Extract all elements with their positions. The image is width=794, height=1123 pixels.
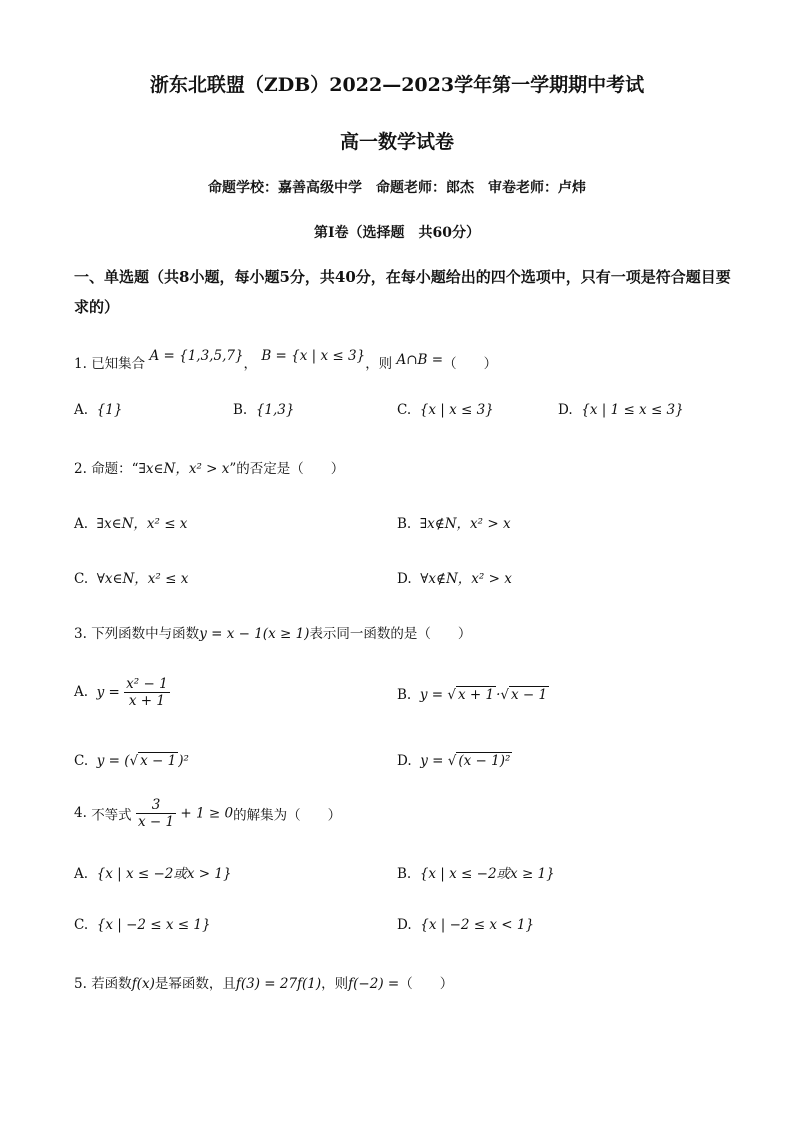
radicand: x + 1 [457,687,495,703]
question-number: 4. [74,805,87,821]
math-function: y = x − 1(x ≥ 1) [199,626,310,642]
option-label: B. [397,866,412,882]
math-set-b: B = {x | x ≤ 3} [261,348,366,364]
author-info: 命题学校：嘉善高级中学 命题老师：郎杰 审卷老师：卢炜 [208,180,586,196]
stem-text: 命题：“ [91,461,139,477]
denominator: x − 1 [137,814,175,830]
stem-text: 是幂函数，且 [154,976,236,992]
sqrt-symbol: √ [447,753,457,769]
option-label: D. [397,571,412,587]
dot-operator: · [496,687,501,703]
denominator: x + 1 [128,693,165,709]
stem-text: 若函数 [91,976,132,992]
option-math: {x | x ≤ 3} [419,402,494,418]
stem-text: （ ） [399,976,454,992]
option-math: {x | −2 ≤ x ≤ 1} [96,917,211,933]
option-1d[interactable] [558,402,684,418]
option-math: {x | x ≤ −2或x > 1} [96,866,232,882]
option-4d[interactable] [397,917,534,933]
option-math: ∃x∈N，x² ≤ x [96,516,188,532]
fraction [136,797,176,830]
sqrt-symbol: √ [129,753,139,769]
numerator: 3 [136,797,176,814]
math-fx: f(x) [131,976,155,992]
math-condition: f(3) = 27f(1) [235,976,322,992]
option-3b[interactable] [397,687,549,703]
radicand: (x − 1)² [458,753,511,769]
question-3 [74,622,471,642]
fraction [124,676,170,709]
option-label: A. [74,866,89,882]
option-label: C. [74,753,89,769]
radicand: x − 1 [510,687,548,703]
stem-text: 表示同一函数的是（ ） [309,626,472,642]
option-2a[interactable] [74,512,187,532]
option-1a[interactable] [74,402,122,418]
option-math: ∃x∉N，x² > x [419,516,511,532]
section-heading: 一、单选题（共8小题，每小题5分，共40分，在每小题给出的四个选项中，只有一项是符合题目要求的） [74,268,731,316]
math-intersection: A∩B = [396,352,444,368]
stem-text: 不等式 [91,807,132,824]
part-heading: 第Ⅰ卷（选择题 共60分） [313,225,481,241]
option-4a[interactable] [74,862,232,882]
option-math: y = ( [96,753,130,769]
option-1b[interactable] [233,402,294,418]
stem-text: ”的否定是（ ） [229,461,345,477]
question-number: 2. [74,461,87,477]
math-proposition: ∃x∈N，x² > x [138,461,230,477]
stem-text: 的解集为（ ） [233,807,342,824]
option-label: B. [233,402,248,418]
math-set-a: A = {1,3,5,7} [149,348,244,364]
stem-text: ，则 [321,976,349,992]
option-label: C. [74,571,89,587]
option-2b[interactable] [397,512,511,532]
option-3c[interactable] [74,753,189,769]
stem-text: （ ） [443,356,498,372]
numerator: x² − 1 [126,676,168,692]
option-math: {1} [96,402,123,418]
option-label: A. [74,684,89,700]
radicand: x − 1 [140,753,177,769]
option-1c[interactable] [397,402,494,418]
option-math: y = [420,753,444,769]
option-label: C. [74,917,89,933]
option-label: D. [558,402,573,418]
math-target: f(−2) = [348,976,400,992]
question-number: 5. [74,976,87,992]
question-4 [74,797,341,830]
paper-subtitle: 高一数学试卷 [339,131,454,153]
question-1 [74,348,498,372]
stem-text: ，则 [365,356,393,372]
option-4b[interactable] [397,862,555,882]
option-label: C. [397,402,412,418]
question-number: 3. [74,626,87,642]
option-label: B. [397,516,412,532]
option-2d[interactable] [397,567,512,587]
stem-text: ， [243,356,258,372]
option-math: {x | 1 ≤ x ≤ 3} [581,402,684,418]
option-math: ∀x∉N，x² > x [420,571,512,587]
option-label: D. [397,753,412,769]
option-label: B. [397,687,412,703]
option-label: A. [74,402,89,418]
option-label: D. [397,917,412,933]
option-math: {x | x ≤ −2或x ≥ 1} [419,866,555,882]
option-math: {1,3} [255,402,295,418]
option-math: y = [419,687,444,703]
option-3a[interactable] [74,676,170,709]
stem-text: 下列函数中与函数 [91,626,200,642]
option-4c[interactable] [74,917,211,933]
option-label: A. [74,516,89,532]
exam-title: 浙东北联盟（ZDB）2022—2023学年第一学期期中考试 [149,74,645,96]
question-number: 1. [74,356,87,372]
option-3d[interactable] [397,753,512,769]
option-math: ∀x∈N，x² ≤ x [96,571,189,587]
option-math: y = [96,684,120,701]
math-inequality: + 1 ≥ 0 [180,805,234,822]
stem-text: 已知集合 [91,356,146,372]
option-math: {x | −2 ≤ x < 1} [420,917,535,933]
sqrt-symbol: √ [500,687,509,703]
option-2c[interactable] [74,567,188,587]
option-math: )² [178,753,189,769]
question-5 [74,972,453,992]
sqrt-symbol: √ [447,687,456,703]
question-2 [74,457,344,477]
